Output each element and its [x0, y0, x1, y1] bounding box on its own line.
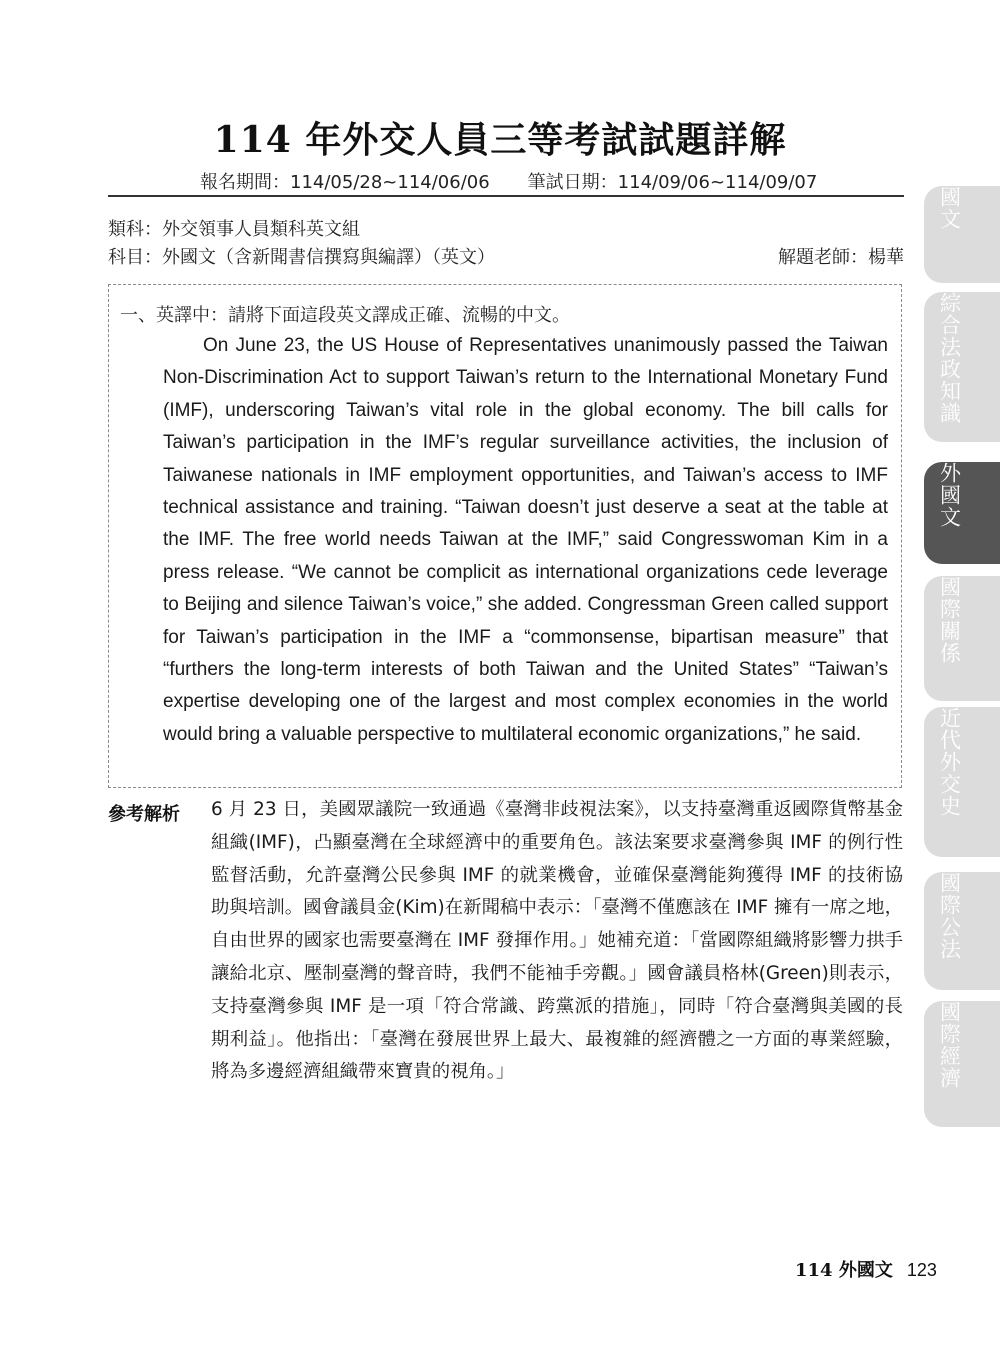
tab-chinese[interactable] — [924, 186, 1000, 283]
book-title: 114 外國文 — [795, 1260, 893, 1281]
exam-category: 類科：外交領事人員類科英文組 — [108, 219, 360, 240]
tab-foreign-language[interactable] — [924, 462, 1000, 564]
tab-label: 國際關係 — [937, 576, 962, 664]
tab-label: 國際公法 — [937, 872, 962, 960]
tab-label: 外國文 — [937, 462, 962, 528]
tab-international-law[interactable] — [924, 872, 1000, 990]
answer-label: 參考解析 — [108, 804, 180, 825]
tab-international-economics[interactable] — [924, 1001, 1000, 1127]
header-divider — [108, 195, 904, 197]
tab-label: 綜合法政知識 — [937, 292, 962, 424]
teacher-name: 解題老師：楊華 — [778, 247, 904, 268]
page-number: 123 — [906, 1260, 937, 1280]
tab-law-politics[interactable] — [924, 292, 1000, 442]
exam-dates — [200, 168, 820, 194]
page-title: 114 年外交人員三等考試試題詳解 — [213, 119, 787, 161]
tab-label: 國際經濟 — [937, 1001, 962, 1089]
tab-label: 國文 — [937, 186, 962, 230]
question-heading: 一、英譯中：請將下面這段英文譯成正確、流暢的中文。 — [120, 305, 570, 326]
written-exam-dates: 筆試日期：114/09/06~114/09/07 — [527, 172, 818, 193]
answer-text: 6 月 23 日，美國眾議院一致通過《臺灣非歧視法案》，以支持臺灣重返國際貨幣基金組織(IMF)，凸顯臺灣在全球經濟中的重要角色。該法案要求臺灣參與 IMF 的例行性監督活動，允許臺灣公民參與 IMF 的就業機會，並確保臺灣能夠獲得 IMF 的技術協助與培訓。國會議員金(Kim)在新聞稿中表示：「臺灣不僅應該在 IMF 擁有一席之地，自由世界的國家也需要臺灣在 IMF 發揮作用。」她補充道：「當國際組織將影響力拱手讓給北京、壓制臺灣的聲音時，我們不能袖手旁觀。」國會議員格林(Green)則表示，支持臺灣參與 IMF 是一項「符合常識、跨黨派的措施」，同時「符合臺灣與美國的長期利益」。他指出：「臺灣在發展世界上最大、最複雜的經濟體之一方面的專業經驗，將為多邊經濟組織帶來寶貴的視角。」 — [211, 799, 903, 1083]
page-footer — [795, 1256, 937, 1282]
tab-international-relations[interactable] — [924, 576, 1000, 701]
exam-subject: 科目：外國文（含新聞書信撰寫與編譯）（英文） — [108, 247, 495, 268]
english-passage: On June 23, the US House of Representatives unanimously passed the Taiwan Non-Discrimination Act to support Taiwan’s return to the International Monetary Fund (IMF), underscoring Taiwan’s vital role in the global economy. The bill calls for Taiwan’s participation in the IMF’s regular surveillance activities, the inclusion of Taiwanese nationals in IMF employment opportunities, and Taiwan’s access to IMF technical assistance and training. “Taiwan doesn’t just deserve a seat at the table at the IMF. The free world needs Taiwan at the IMF,” said Congresswoman Kim in a press release. “We cannot be complicit as international organizations cede leverage to Beijing and silence Taiwan’s voice,” she added. Congressman Green called support for Taiwan’s participation in the IMF a “commonsense, bipartisan measure” that “furthers the long-term interests of both Taiwan and the United States” “Taiwan’s expertise developing one of the largest and most complex economies in the world would bring a valuable perspective to multilateral economic organizations,” he said. — [163, 335, 888, 745]
tab-diplomatic-history[interactable] — [924, 707, 1000, 857]
registration-period: 報名期間：114/05/28~114/06/06 — [200, 172, 490, 193]
tab-label: 近代外交史 — [937, 707, 962, 817]
